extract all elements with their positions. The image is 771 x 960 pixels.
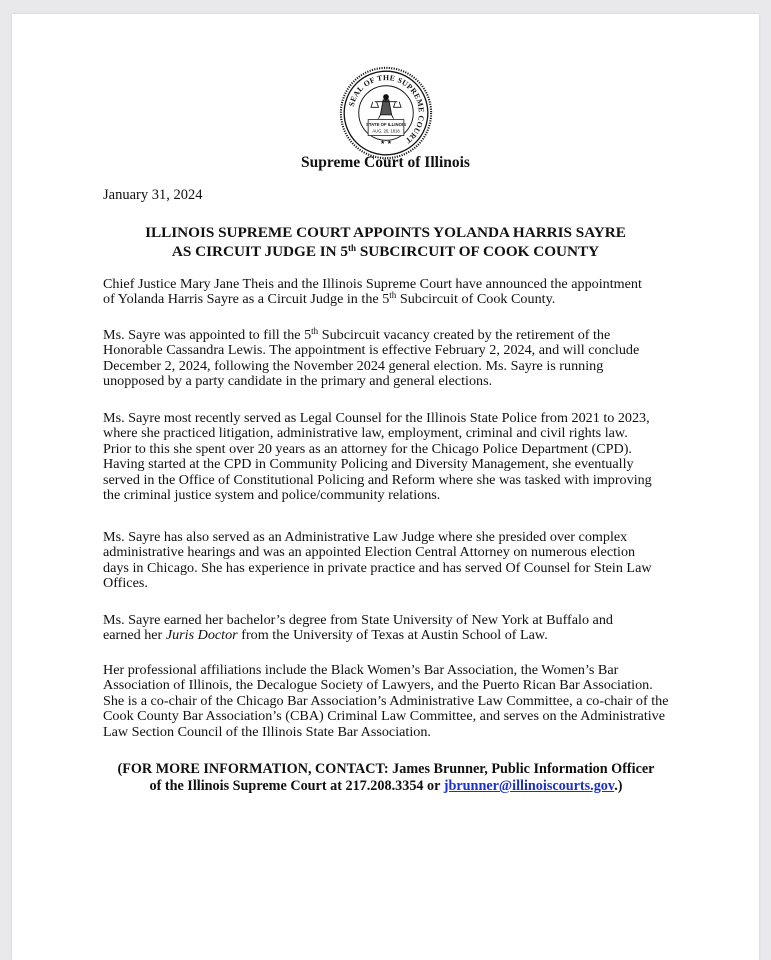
headline-line: ILLINOIS SUPREME COURT APPOINTS YOLANDA HARRIS SAYRE (145, 224, 626, 241)
court-seal (339, 66, 433, 160)
seal-ring-text: SEAL OF THE SUPREME COURT (346, 73, 426, 146)
paragraph-vacancy: Ms. Sayre was appointed to fill the 5th Subcircuit vacancy created by the retirement of the Honorable Cassandra Lewis. The appointment is effective February 2, 2024, and will conclude December 2, 2024, following the November 2024 general election. Ms. Sayre is running unopposed by a party candidate in the primary and general elections. (103, 326, 640, 390)
headline-line: AS CIRCUIT JUDGE IN 5th SUBCIRCUIT OF COOK COUNTY (171, 243, 600, 260)
paragraph-education: Ms. Sayre earned her bachelor’s degree from State University of New York at Buffalo and earned her Juris Doctor from the University of Texas at Austin School of Law. (103, 612, 613, 644)
paragraph-affiliations: Her professional affiliations include the Black Women’s Bar Association, the Women’s Bar Association of Illinois, the Decalogue Society of Lawyers, and the Puerto Rican Bar Association. She is a co-chair of the Chicago Bar Association’s Administrative Law Committee, a co-chair of the Cook County Bar Association’s (CBA) Criminal Law Committee, and serves on the Administrative Law Section Council of the Illinois State Bar Association. (103, 662, 669, 740)
seal-date-text: AUG. 26, 1818 (372, 128, 400, 134)
headline (60, 223, 711, 261)
contact-info: (FOR MORE INFORMATION, CONTACT: James Brunner, Public Information Officer of the Illinois Supreme Court at 217.208.3354 or jbrunner@illinoiscourts.gov.) (117, 761, 655, 794)
seal-star-icon: ★ ★ (380, 140, 392, 147)
court-name: Supreme Court of Illinois (301, 154, 470, 171)
paragraph-appointment: Chief Justice Mary Jane Theis and the Illinois Supreme Court have announced the appointment of Yolanda Harris Sayre as a Circuit Judge in the 5th Subcircuit of Cook County. (103, 276, 642, 308)
justice-figure-icon (371, 95, 401, 119)
release-date: January 31, 2024 (103, 187, 203, 203)
email-link[interactable]: jbrunner@illinoiscourts.gov (443, 778, 615, 794)
paragraph-admin-law: Ms. Sayre has also served as an Administrative Law Judge where she presided over complex administrative hearings and was an appointed Election Central Attorney on numerous election days in Chicago. She has experience in private practice and has served Of Counsel for Stein Law Offices. (103, 529, 652, 592)
seal-state-text: STATE OF ILLINOIS (365, 122, 407, 128)
paragraph-experience: Ms. Sayre most recently served as Legal Counsel for the Illinois State Police from 2021 to 2023, where she practiced litigation, administrative law, employment, criminal and civil rights law. Prior to this she spent over 20 years as an attorney for the Chicago Police Department (CPD). Having started at the CPD in Community Policing and Diversity Management, she eventually served in the Office of Constitutional Policing and Reform where she was tasked with improving the criminal justice system and police/community relations. (103, 410, 652, 504)
